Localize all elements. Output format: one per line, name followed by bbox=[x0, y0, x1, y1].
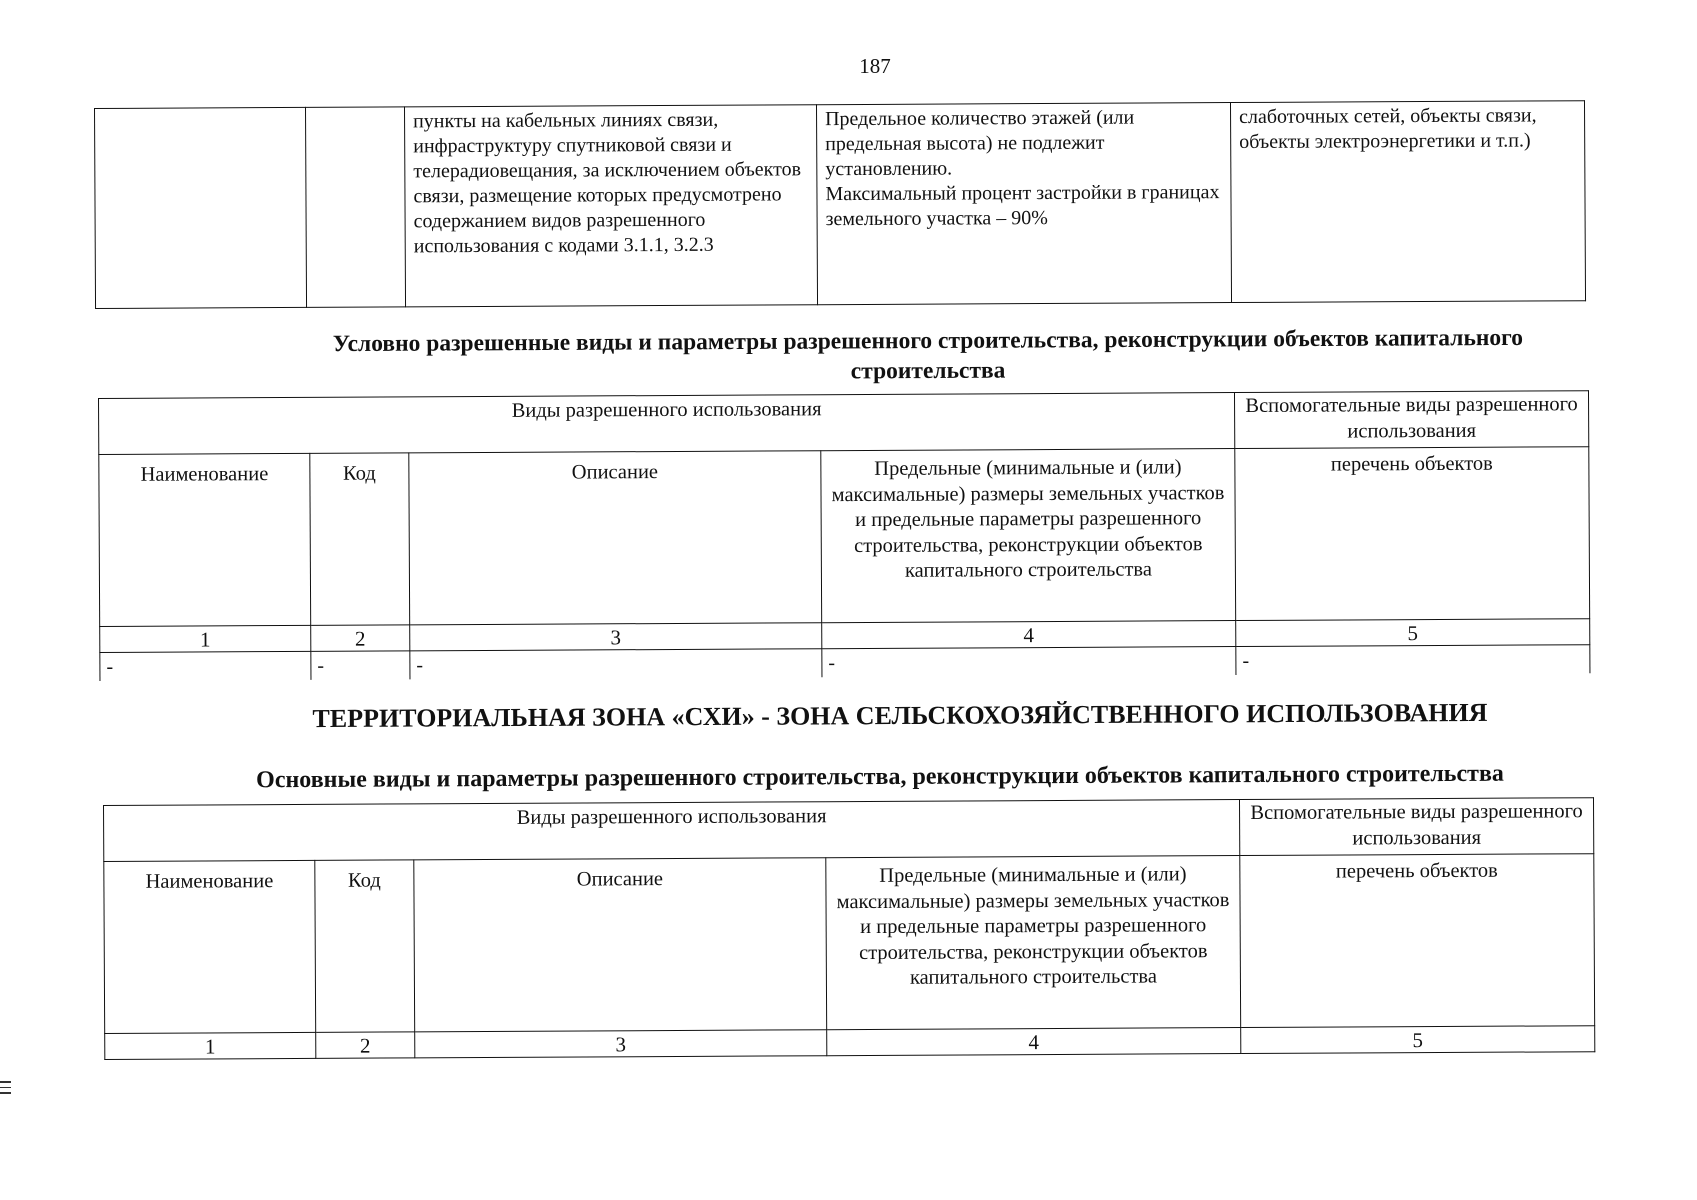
description-cell: пункты на кабельных линиях связи, инфраструктуру спутниковой связи и телерадиовещания, за исключением объектов связи, размещение которых предусмотрено содержанием видов разрешенного использования с кодами 3.1.1, 3.2.3 bbox=[404, 105, 817, 307]
main-use-table bbox=[103, 797, 1595, 1060]
col-header-name: Наименование bbox=[99, 453, 311, 626]
group-header: Виды разрешенного использования bbox=[99, 393, 1235, 455]
parameters-floors: Предельное количество этажей (или предельная высота) не подлежит установлению. bbox=[825, 106, 1135, 181]
col-number-1: 1 bbox=[100, 625, 311, 652]
col-number-3: 3 bbox=[415, 1030, 827, 1058]
parameters-build-percent: Максимальный процент застройки в границах земельного участка – 90% bbox=[825, 181, 1220, 231]
empty-value-objects: - bbox=[1236, 645, 1590, 675]
empty-value-parameters: - bbox=[822, 647, 1236, 677]
page-number: 187 bbox=[859, 54, 891, 78]
scan-margin-mark bbox=[0, 1081, 11, 1099]
col-header-description: Описание bbox=[409, 451, 822, 625]
table-row bbox=[95, 101, 1586, 309]
conditional-use-table bbox=[98, 390, 1590, 680]
group-header-row bbox=[99, 391, 1589, 455]
col-header-code: Код bbox=[315, 860, 415, 1033]
code-cell bbox=[305, 107, 405, 308]
col-number-1: 1 bbox=[105, 1032, 316, 1059]
empty-value-name: - bbox=[100, 651, 311, 680]
col-number-2: 2 bbox=[311, 625, 410, 652]
col-header-parameters: Предельные (минимальные и (или) максимальные) размеры земельных участков и предельные параметры разрешенного строительства, реконструкции объектов капитального строительства bbox=[826, 856, 1241, 1030]
col-header-objects: перечень объектов bbox=[1235, 447, 1590, 621]
column-header-row bbox=[99, 447, 1590, 627]
aux-header: Вспомогательные виды разрешенного использования bbox=[1235, 391, 1589, 449]
conditional-section-heading: Условно разрешенные виды и параметры разрешенного строительства, реконструкции объектов капитального строительства bbox=[332, 324, 1524, 385]
col-header-objects: перечень объектов bbox=[1240, 854, 1595, 1028]
col-number-5: 5 bbox=[1236, 619, 1590, 647]
main-section-heading: Основные виды и параметры разрешенного строительства, реконструкции объектов капитального строительства bbox=[256, 760, 1504, 794]
col-number-4: 4 bbox=[822, 621, 1236, 649]
zone-heading: ТЕРРИТОРИАЛЬНАЯ ЗОНА «СХИ» - ЗОНА СЕЛЬСКОХОЗЯЙСТВЕННОГО ИСПОЛЬЗОВАНИЯ bbox=[312, 697, 1488, 734]
col-number-3: 3 bbox=[410, 623, 822, 651]
aux-header: Вспомогательные виды разрешенного использования bbox=[1240, 798, 1594, 856]
group-header: Виды разрешенного использования bbox=[104, 800, 1240, 862]
name-cell bbox=[95, 107, 307, 308]
col-header-parameters: Предельные (минимальные и (или) максимальные) размеры земельных участков и предельные параметры разрешенного строительства, реконструкции объектов капитального строительства bbox=[821, 449, 1236, 623]
column-header-row bbox=[104, 854, 1595, 1034]
parameters-cell bbox=[816, 103, 1231, 305]
col-header-description: Описание bbox=[414, 858, 827, 1032]
continuation-table bbox=[94, 100, 1586, 309]
col-number-2: 2 bbox=[316, 1032, 415, 1059]
empty-value-code: - bbox=[311, 651, 410, 680]
col-number-5: 5 bbox=[1241, 1026, 1595, 1054]
col-header-name: Наименование bbox=[104, 860, 316, 1033]
col-header-code: Код bbox=[310, 453, 410, 626]
empty-value-description: - bbox=[410, 649, 822, 679]
group-header-row bbox=[104, 798, 1594, 862]
auxiliary-cell: слаботочных сетей, объекты связи, объекты электроэнергетики и т.п.) bbox=[1230, 101, 1585, 303]
col-number-4: 4 bbox=[827, 1028, 1241, 1056]
